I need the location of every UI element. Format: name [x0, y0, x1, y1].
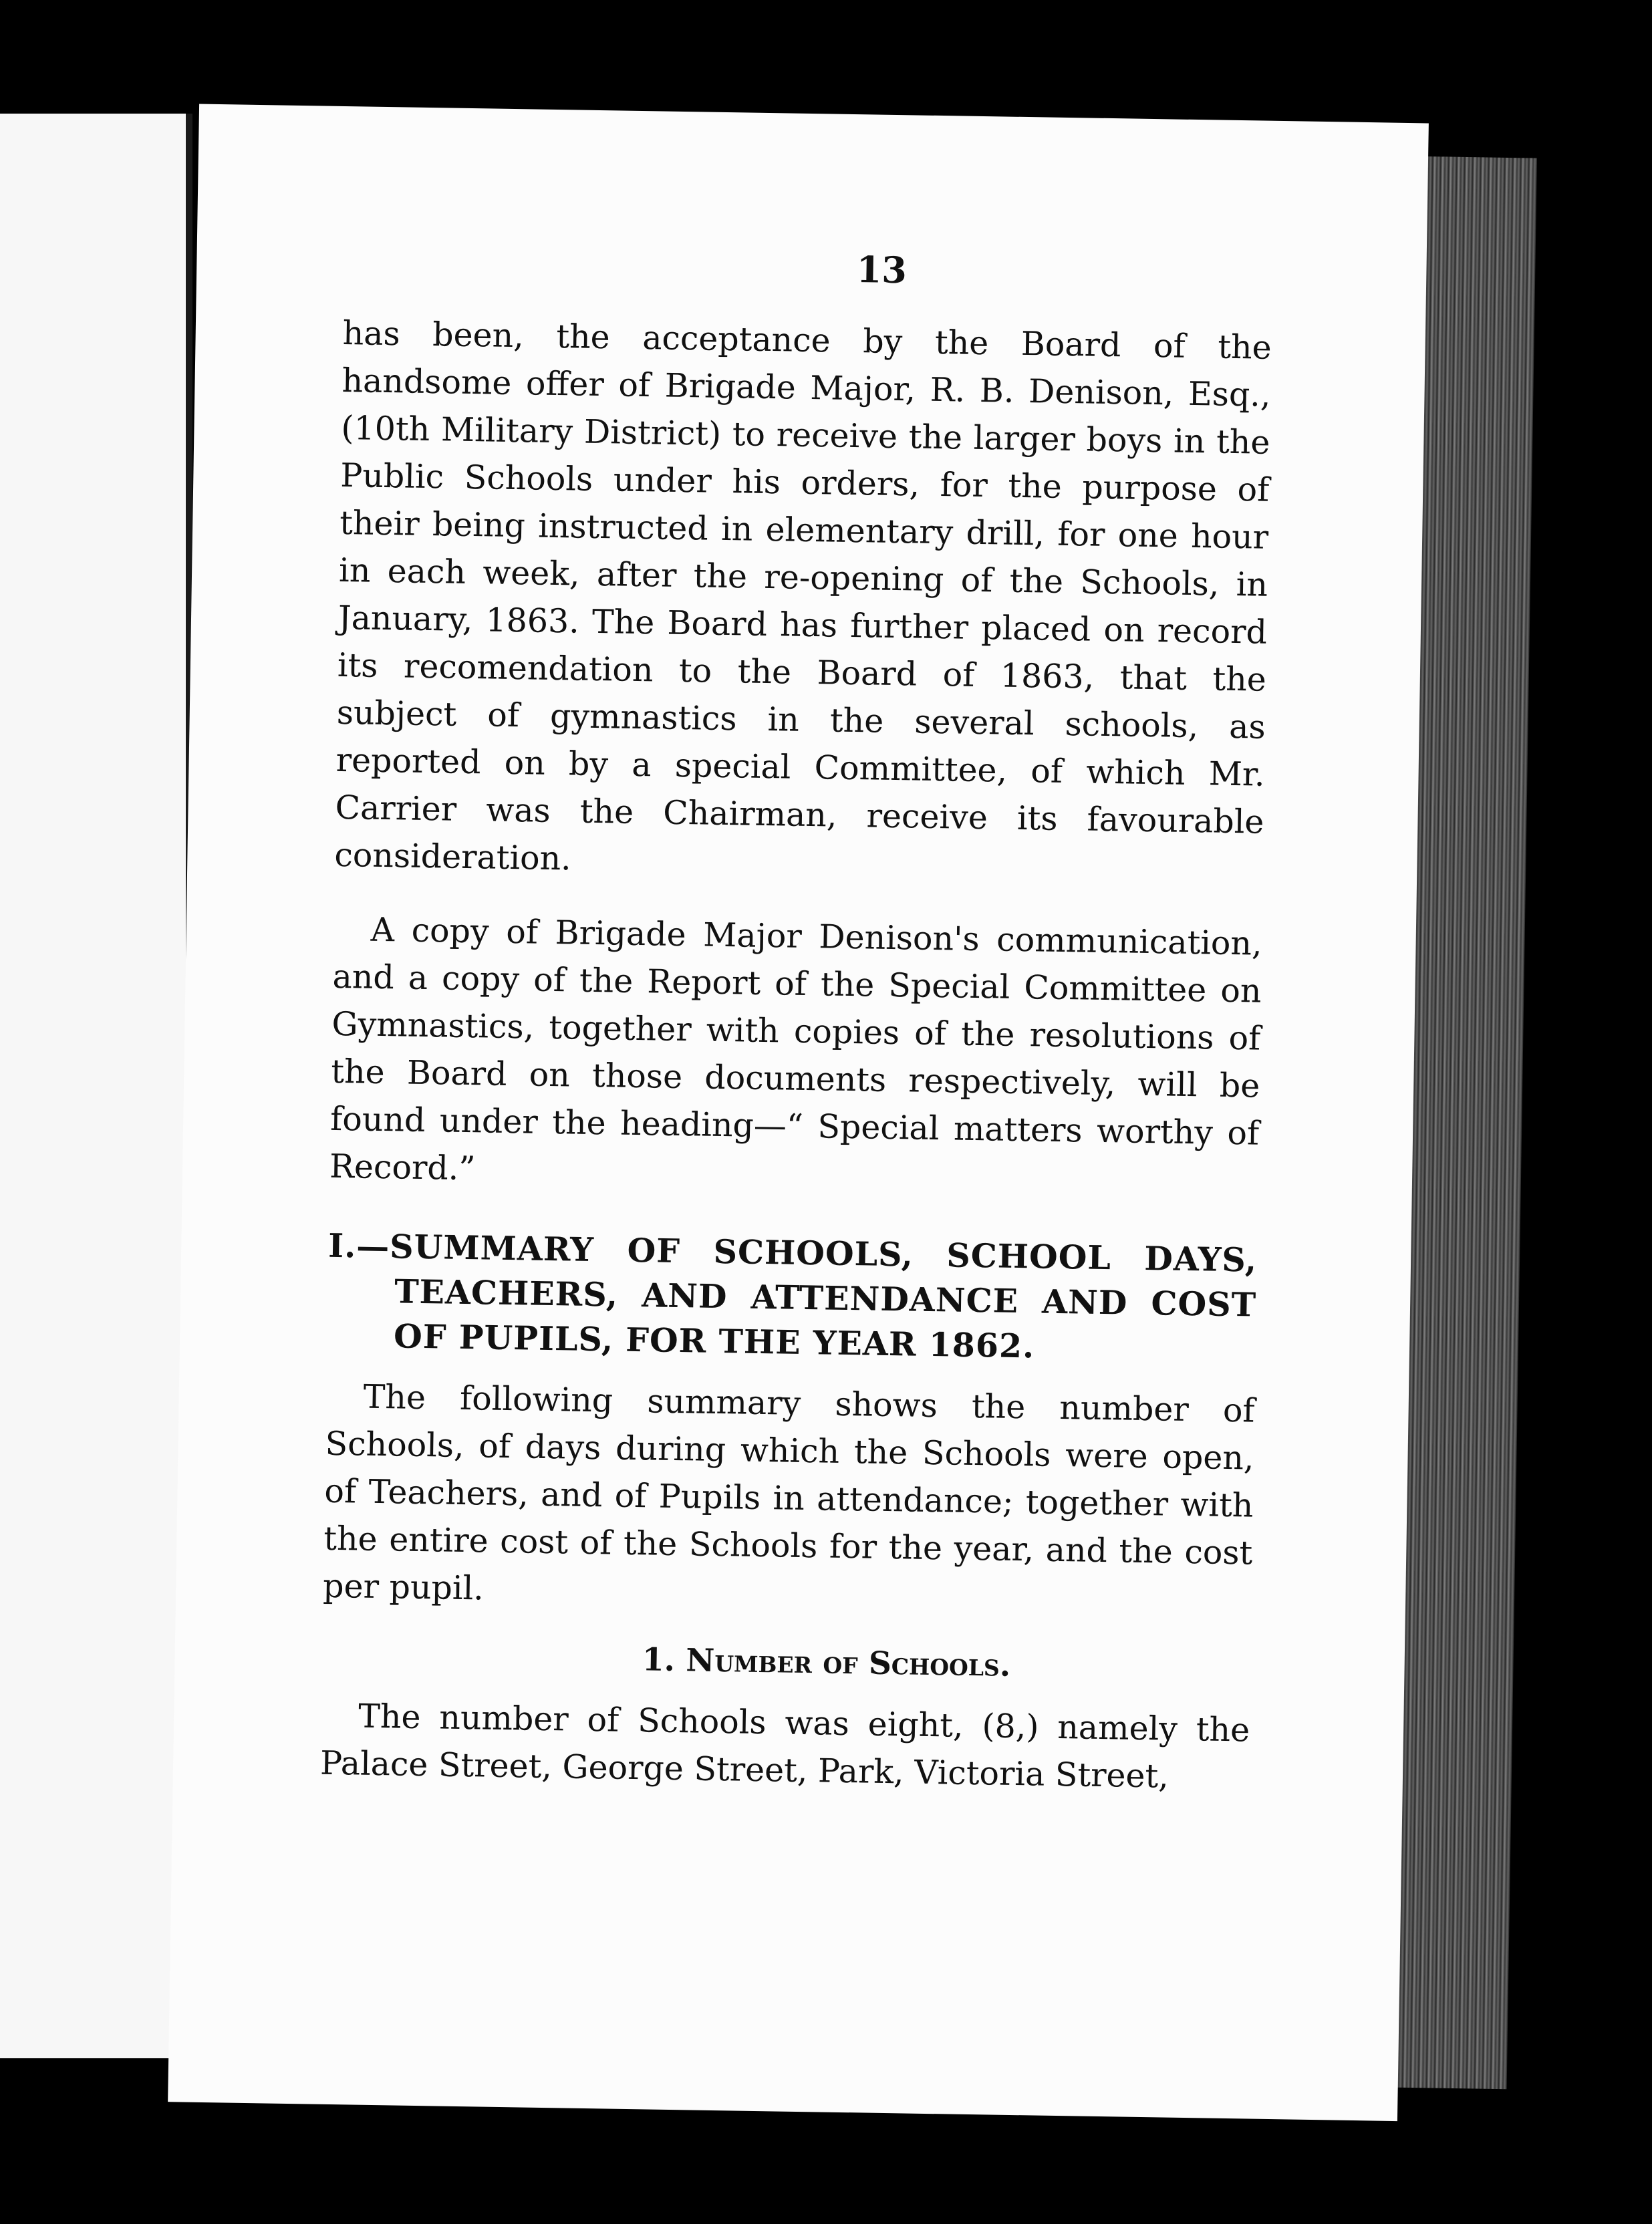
page-text [319, 240, 1273, 1828]
paragraph-2: A copy of Brigade Major Denison's communication, and a copy of the Report of the Special Committee on Gymnastics, together with copies of the resolutions of the Board on those documents respectively, will be found under the heading—“ Special matters worthy of Record.” [329, 910, 1263, 1188]
paragraph-1: has been, the acceptance by the Board of the handsome offer of Brigade Major, R. B. Denison, Esq., (10th Military District) to receive the larger boys in the Public Schools under his orders, for the purpose of their being instructed in elementary drill, for one hour in each week, after the re-opening of the Schools, in January, 1863. The Board has further placed on record its recomendation to the Board of 1863, that the subject of gymnastics in the several schools, as reported on by a special Committee, of which Mr. Carrier was the Chairman, receive its favourable consideration. [334, 313, 1272, 878]
facing-page-edge [0, 114, 192, 2058]
book-page [168, 104, 1429, 2122]
section-heading: I.—SUMMARY OF SCHOOLS, SCHOOL DAYS, TEACHERS, AND ATTENDANCE AND COST OF PUPILS, FOR THE YEAR 1862. [327, 1226, 1258, 1366]
subsection-heading: 1. Number of Schools. [642, 1641, 1011, 1684]
section-intro: The following summary shows the number of Schools, of days during which the Schools were open, of Teachers, and of Pupils in attendance; together with the entire cost of the Schools for the year, and the cost per pupil. [322, 1377, 1256, 1608]
subsection-text: The number of Schools was eight, (8,) namely the Palace Street, George Street, Park, Victoria Street, [319, 1697, 1250, 1796]
page-number: 13 [856, 248, 908, 292]
